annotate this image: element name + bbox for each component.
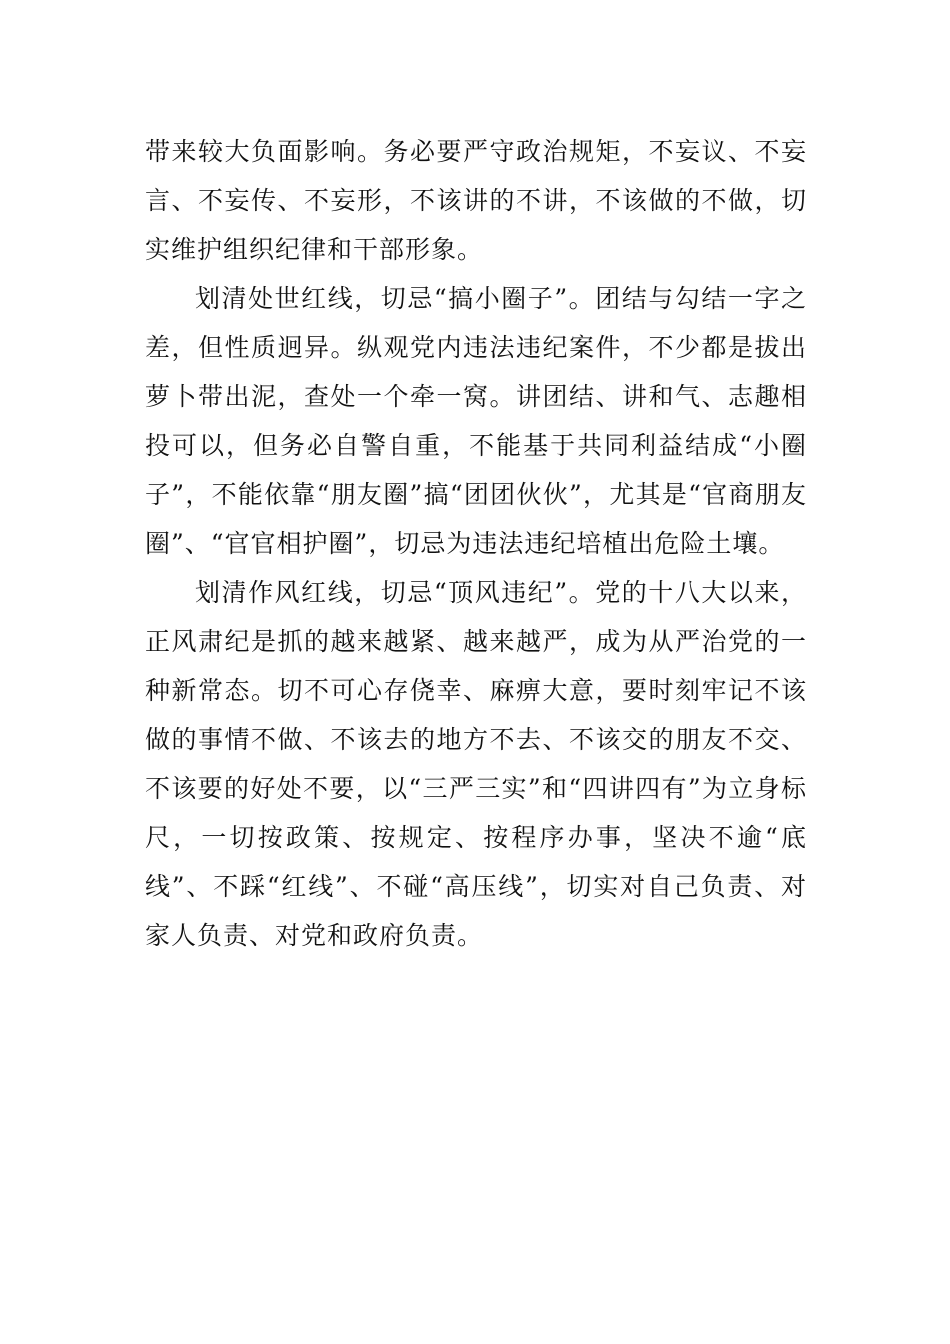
- paragraph-1: 带来较大负面影响。务必要严守政治规矩，不妄议、不妄言、不妄传、不妄形，不该讲的不讲，不该做的不做，切实维护组织纪律和干部形象。: [145, 137, 807, 264]
- body-text: [145, 127, 807, 960]
- paragraph-2: 划清处世红线，切忌“搞小圈子”。团结与勾结一字之差，但性质迥异。纵观党内违法违纪案件，不少都是拔出萝卜带出泥，查处一个牵一窝。讲团结、讲和气、志趣相投可以，但务必自警自重，不能基于共同利益结成“小圈子”，不能依靠“朋友圈”搞“团团伙伙”，尤其是“官商朋友圈”、“官官相护圈”，切忌为违法违纪培植出危险土壤。: [145, 284, 807, 558]
- paragraph-3: 划清作风红线，切忌“顶风违纪”。党的十八大以来，正风肃纪是抓的越来越紧、越来越严，成为从严治党的一种新常态。切不可心存侥幸、麻痹大意，要时刻牢记不该做的事情不做、不该去的地方不去、不该交的朋友不交、不该要的好处不要，以“三严三实”和“四讲四有”为立身标尺，一切按政策、按规定、按程序办事，坚决不逾“底线”、不踩“红线”、不碰“高压线”，切实对自己负责、对家人负责、对党和政府负责。: [145, 578, 807, 950]
